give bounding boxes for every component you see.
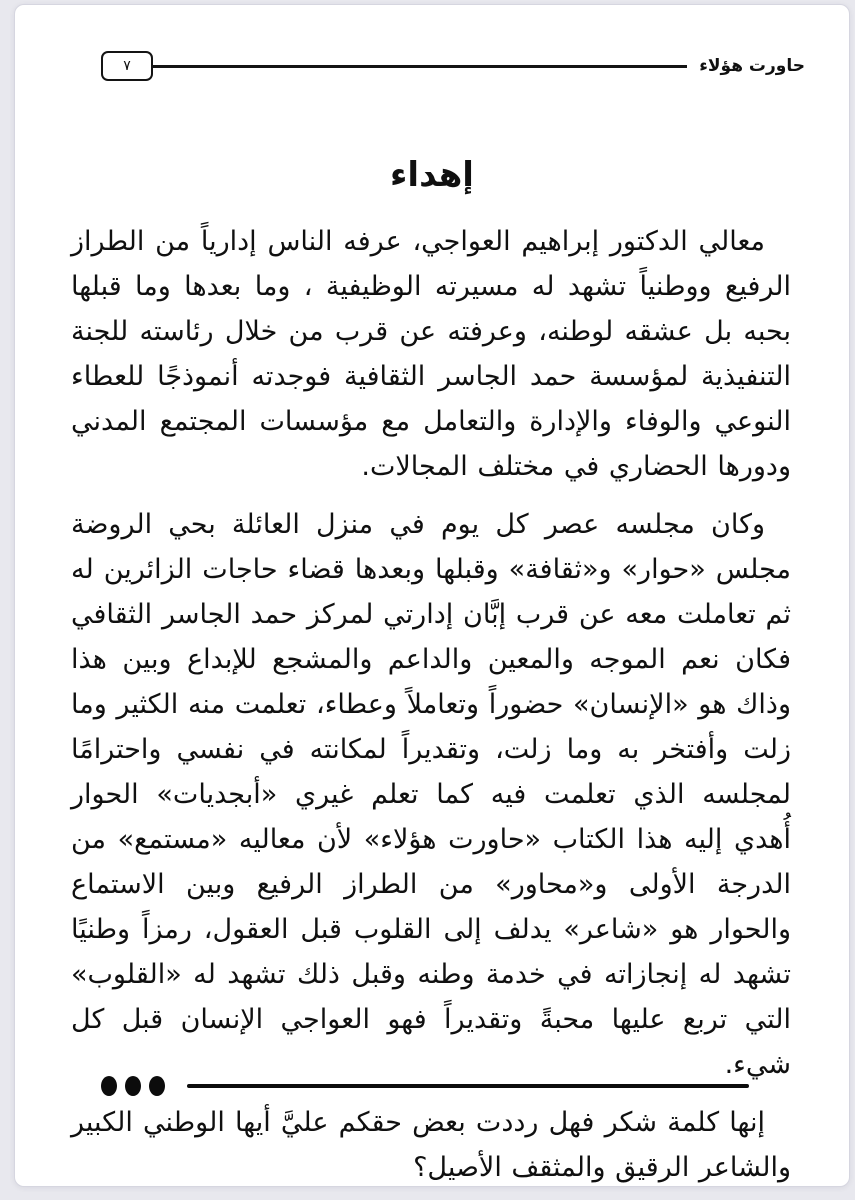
dot-icon <box>149 1076 165 1096</box>
dedication-paragraph: وكان مجلسه عصر كل يوم في منزل العائلة بحي الروضة مجلس «حوار» و«ثقافة» وقبلها وبعدها قضاء حاجات الزائرين له ثم تعاملت معه عن قرب إبَّان إدارتي لمركز حمد الجاسر الثقافي فكان نعم الموجه والمعين والداعم والمشجع للإبداع وبين هذا وذاك هو «الإنسان» حضوراً وتعاملاً وعطاء، تعلمت منه الكثير وما زلت وأفتخر به وما زلت، وتقديراً لمكانته في نفسي واحترامًا لمجلسه الذي تعلمت فيه كما تعلم غيري «أبجديات» الحوار أُهدي إليه هذا الكتاب «حاورت هؤلاء» لأن معاليه «مستمع» من الدرجة الأولى و«محاور» من الطراز الرفيع وبين الاستماع والحوار هو «شاعر» يدلف إلى القلوب قبل العقول، رمزاً وطنيًا تشهد له إنجازاته في خدمة وطنه وقبل ذلك تشهد له «القلوب» التي تربع عليها محبةً وتقديراً فهو العواجي الإنسان قبل كل شيء. <box>71 509 791 1080</box>
footer-dots-icon <box>101 1076 165 1096</box>
dedication-paragraph: معالي الدكتور إبراهيم العواجي، عرفه الناس إدارياً من الطراز الرفيع ووطنياً تشهد له مسيرته الوظيفية ، وما بعدها وما قبلها بحبه بل عشقه لوطنه، وعرفته عن قرب من خلال رئاسته للجنة التنفيذية لمؤسسة حمد الجاسر الثقافية فوجدته أنموذجًا للعطاء النوعي والوفاء والإدارة والتعامل مع مؤسسات المجتمع المدني ودورها الحضاري في مختلف المجالات. <box>71 226 791 482</box>
book-page <box>14 4 850 1187</box>
page-footer <box>101 1076 749 1096</box>
running-head-title: حاورت هؤلاء <box>699 56 805 76</box>
dot-icon <box>101 1076 117 1096</box>
page-number-badge <box>101 51 153 81</box>
header-rule <box>153 65 687 68</box>
dot-icon <box>125 1076 141 1096</box>
page-title: إهداء <box>390 155 474 195</box>
footer-rule <box>187 1084 749 1088</box>
page-header <box>101 51 805 81</box>
dedication-body <box>71 219 791 1187</box>
dedication-paragraph: إنها كلمة شكر فهل رددت بعض حقكم عليَّ أيها الوطني الكبير والشاعر الرقيق والمثقف الأصيل؟ <box>71 1107 791 1183</box>
page-number: ٧ <box>123 58 131 74</box>
